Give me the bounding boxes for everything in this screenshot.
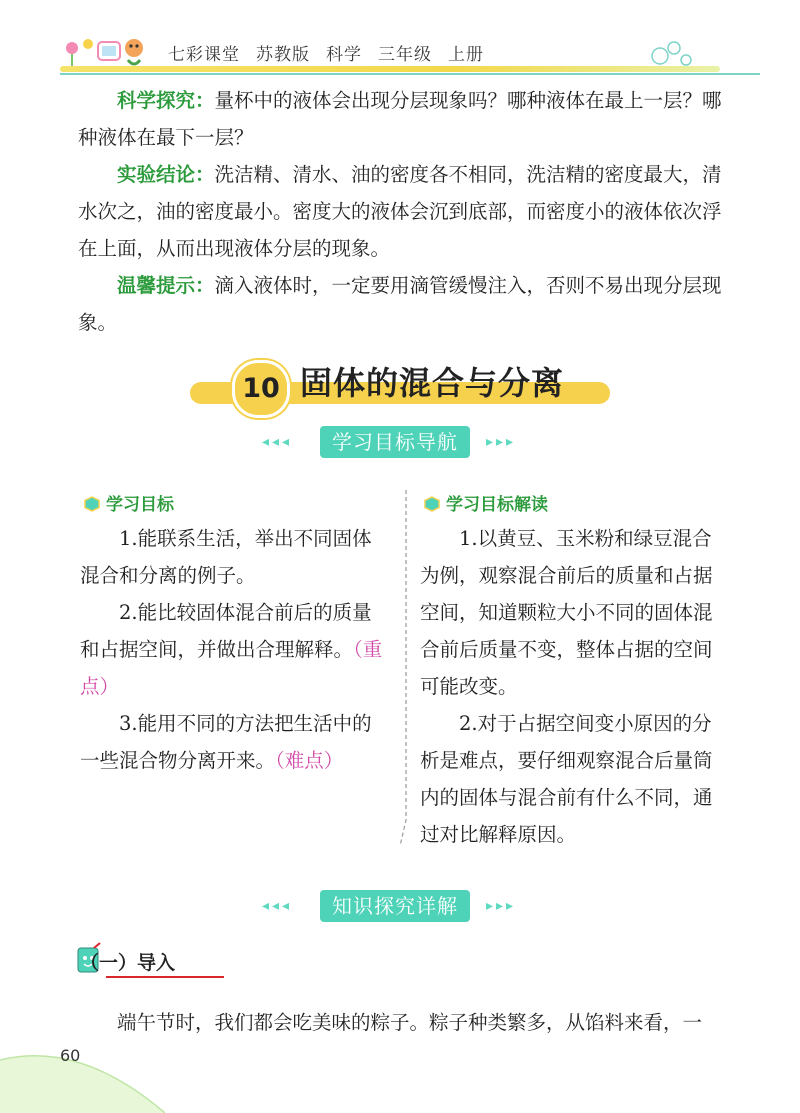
goal-text: 2.能比较固体混合前后的质量和占据空间，并做出合理解释。 <box>80 601 372 661</box>
intro-paragraph <box>78 1004 728 1041</box>
goal-item <box>80 594 385 705</box>
hexagon-icon <box>424 496 440 512</box>
goal-text: 1.能联系生活，举出不同固体混合和分离的例子。 <box>80 527 372 587</box>
goals-heading-text: 学习目标 <box>106 495 174 515</box>
header-rule <box>60 73 760 75</box>
header-publisher: 苏教版 <box>256 45 310 65</box>
label-inquiry: 科学探究： <box>117 89 215 112</box>
text-inquiry: 量杯中的液体会出现分层现象吗？哪种液体在最上一层？哪种液体在最下一层？ <box>78 89 722 149</box>
left-arrows-icon: ◂◂◂ <box>262 434 293 450</box>
intro-text: 端午节时，我们都会吃美味的粽子。粽子种类繁多，从馅料来看，一 <box>117 1011 703 1034</box>
header-volume: 上册 <box>448 45 484 65</box>
goal-tag-difficult: （难点） <box>275 749 344 772</box>
interpret-item: 2.对于占据空间变小原因的分析是难点，要仔细观察混合后量筒内的固体与混合前有什么不同，通过对比解释原因。 <box>420 712 713 846</box>
intro-heading: （一）导入 <box>80 952 176 974</box>
lesson-number: 10 <box>232 360 290 418</box>
header-text <box>168 40 500 65</box>
paragraph-inquiry <box>78 82 728 156</box>
goal-text: 3.能用不同的方法把生活中的一些混合物分离开来。 <box>80 712 372 772</box>
header-bar <box>60 66 720 72</box>
corner-decoration <box>0 1020 170 1113</box>
header-grade: 三年级 <box>378 45 432 65</box>
text-tip: 滴入液体时，一定要用滴管缓慢注入，否则不易出现分层现象。 <box>78 274 722 334</box>
lesson-title: 固体的混合与分离 <box>300 364 565 402</box>
paragraph-tip <box>78 267 728 341</box>
interpret-list <box>420 520 725 853</box>
interpret-heading <box>424 490 548 515</box>
left-arrows-icon: ◂◂◂ <box>262 898 293 914</box>
label-conclusion: 实验结论： <box>117 163 215 186</box>
right-arrows-icon: ▸▸▸ <box>486 434 517 450</box>
column-divider <box>398 490 414 850</box>
goal-tag-key: （重点） <box>80 638 383 698</box>
label-tip: 温馨提示： <box>117 274 215 297</box>
text-conclusion: 洗洁精、清水、油的密度各不相同，洗洁精的密度最大，清水次之，油的密度最小。密度大的液体会沉到底部，而密度小的液体依次浮在上面，从而出现液体分层的现象。 <box>78 163 722 260</box>
goal-item <box>80 520 385 594</box>
interpret-item: 1.以黄豆、玉米粉和绿豆混合为例，观察混合前后的质量和占据空间，知道颗粒大小不同的固体混合前后质量不变，整体占据的空间可能改变。 <box>420 527 713 698</box>
series-logo <box>62 34 160 70</box>
page-number: 60 <box>60 1046 81 1065</box>
paragraph-conclusion <box>78 156 728 267</box>
knowledge-banner: 知识探究详解 <box>320 890 470 922</box>
hexagon-icon <box>84 496 100 512</box>
interpret-heading-text: 学习目标解读 <box>446 495 548 515</box>
goals-heading <box>84 490 174 515</box>
goal-item <box>80 705 385 779</box>
goals-list <box>80 520 385 779</box>
right-arrows-icon: ▸▸▸ <box>486 898 517 914</box>
header-subject: 科学 <box>326 45 362 65</box>
goals-nav-banner: 学习目标导航 <box>320 426 470 458</box>
header-series: 七彩课堂 <box>168 45 240 65</box>
intro-underline <box>106 976 224 978</box>
